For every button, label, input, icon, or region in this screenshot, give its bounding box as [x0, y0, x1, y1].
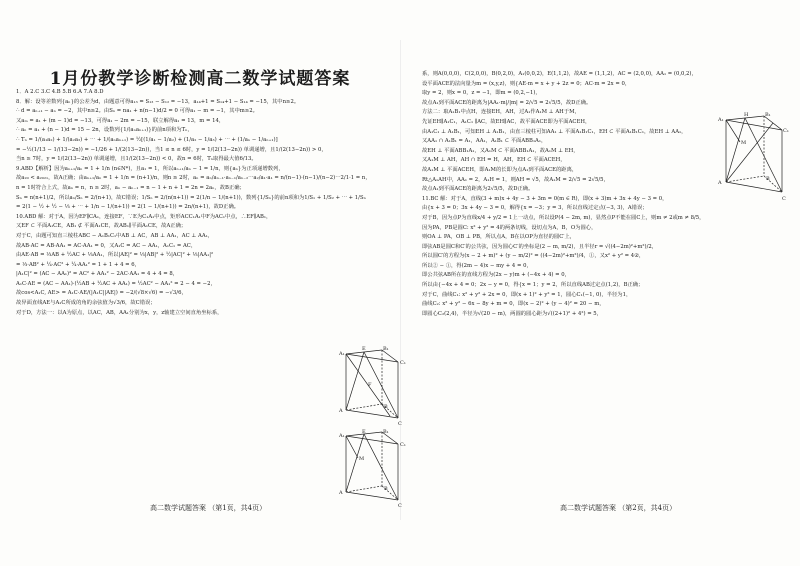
left-text-line: = ⅓·AB² + ¼·AC² + ¼·AA₁² = 1 + 1 + 4 = 6， — [16, 261, 140, 268]
right-text-line: 11.BC 解：对于A，直线(3 + m)x + 4y − 3 + 3m = 0(m ∈ R)，即(x + 3)m + 3x + 4y − 3 = 0， — [422, 195, 668, 202]
left-text-line: = −½(1/13 − 1/(13−2n)) = −1/26 + 1/(2(13−2n))，当1 ≤ n ≤ 6时，y = 1/(2(13−2n)) 单调递增，且1/(2(13−2n)) > 0， — [16, 146, 327, 153]
right-text-line: 则OA ⊥ PA，OB ⊥ PB，所以点A，B在以OP为直径的圆C′上， — [422, 234, 576, 241]
right-text-line: 因为PA，PB是圆C: x² + y² = 4的两条切线，设切点为A，B，O为圆心， — [422, 224, 597, 231]
left-text-line: 由AE·AB = ⅓AB + ½AC + ⅓AA₁，所以|AE|² = ⅓|AB|² + ½|AC|² + ⅓|AA₁|² — [16, 252, 214, 259]
svg-text:B: B — [766, 176, 770, 182]
svg-text:B: B — [384, 486, 388, 492]
left-text-line: 8．解：设等差数列{aₙ}的公差为d，由题意可得a₁₃ = S₁₃ − S₁₂ = −13，a₁₄+1 = S₁₄+1 − S₁₄ = −15，其中n≥2。 — [16, 98, 300, 105]
right-text-line: 即弦AB是圆C和C′的公共弦，因为圆心C′的坐标是(2 − m, m/2)，且半径r = √((4−2m)²+m²)/2， — [422, 243, 658, 250]
svg-text:A: A — [339, 408, 343, 414]
svg-text:A₁: A₁ — [339, 433, 345, 439]
left-text-line: 1．A 2.C 3.C 4.B 5.B 6.A 7.A 8.D — [16, 89, 104, 95]
prism-figure-1 — [338, 346, 410, 428]
left-text-line: n = 1时符合上式，故aₙ = n，n ≥ 2时，aₙ − aₙ₋₁ = n − 1 + n + 1 = 2n = 2aₙ，故B正确； — [16, 184, 245, 191]
left-text-line: 对于D，方法一：以A为原点，以AC，AB，AA₁分别为x，y，z轴建立空间直角坐标系， — [16, 309, 223, 316]
svg-text:H: H — [744, 112, 749, 118]
left-text-line: = 2(1 − ½ + ½ − ⅓ + ⋯ + 1/n − 1/(n+1)) = 2(1 − 1/(n+1)) = 2n/(n+1)，故D正确。 — [16, 204, 240, 211]
svg-text:F: F — [368, 382, 372, 388]
right-text-line: 先证EH∥A₁C₁，A₁C₁ ∥AC，故EH∥AC，故平面ACE即为平面ACEH， — [422, 118, 591, 125]
left-text-line: ∴ d = aₙ₊₁ − aₙ = −2，其中n≥2。由Sₙ = na₁ + n(n−1)d/2 = 0 可得a₁ − m = −1，其中m≥2。 — [16, 108, 258, 115]
left-page-body — [16, 88, 386, 318]
fig1-label: A₁ — [339, 351, 345, 357]
svg-text:B₁: B₁ — [765, 112, 771, 118]
right-text-line: 又A₁M ⊥ AH，AH ∩ EH = H，AH，EH ⊂ 平面ACEH， — [422, 157, 566, 164]
svg-text:C₁: C₁ — [400, 442, 406, 448]
svg-text:B₁: B₁ — [383, 429, 389, 435]
right-text-line: 系，则A(0,0,0)，C(2,0,0)，B(0,2,0)，A₁(0,0,2)，E(1,1,2)，故AE = (1,1,2)，AC = (2,0,0)，AA₁ = (0,0,2)， — [422, 71, 697, 77]
right-text-line: 由A₁C₁ ⊥ A₁B₁，可知EH ⊥ A₁B₁，由直三棱柱可知AA₁ ⊥ 平面A₁B₁C₁，EH ⊂ 平面A₁B₁C₁，故EH ⊥ AA₁， — [422, 128, 687, 135]
right-text-line: 所以圆C′的方程为(x − 2 + m)² + (y − m/2)² = ((4−2m)²+m²)/4，①，又x² + y² = 4②， — [422, 253, 645, 260]
page-title: 1月份教学诊断检测高二数学试题答案 — [49, 69, 351, 89]
right-text-line: Rt△A₁AH中，AA₁ = 2，A₁H = 1，则AH = √5，故A₁M = 2/√5 = 2√5/5， — [422, 176, 609, 183]
right-text-line: 故点A₁到平面ACE的距离为|AA₁·m|/|m| = 2/√5 = 2√5/5，故D正确。 — [422, 99, 592, 106]
left-text-line: 9.ABD【解析】因为aₙ₊₁/aₙ = 1 + 1/n (n∈N*)，且a₁ = 1，所以aₙ₊₁/aₙ − 1 = 1/n，则{aₙ}为正项递增数列， — [16, 165, 284, 172]
prism-figure-3 — [716, 112, 792, 204]
svg-text:M: M — [359, 456, 365, 462]
left-text-line: 故异面直线AE与A₁C所成的角的余弦值为√3/6，故C错误； — [16, 300, 156, 307]
right-text-line: 故点A₁到平面ACE的距离为2√5/5，故D正确。 — [422, 186, 534, 193]
right-text-line: 又AA₁ ∩ A₁B₁ = A₁，AA₁，A₁B₁ ⊂ 平面ABB₁A₁， — [422, 138, 547, 145]
right-text-line: 方法二：取A₁B₁中点H，连接EH，AH，过A₁作A₁M ⊥ AH于M， — [422, 109, 580, 116]
svg-text:E: E — [362, 346, 366, 352]
right-text-line: 取y = 2，则x = 0，z = −1，即m = (0,2,−1)， — [422, 90, 541, 97]
svg-text:C: C — [398, 421, 402, 427]
left-text-line: 故a₂₀ < a₂₀₂₁，故A正确；由aₙ₊₁/aₙ = 1 + 1/n = (n+1)/n，则n ≥ 2时，aₙ = aₙ/aₙ₋₁·aₙ₋₁/aₙ₋₂⋯a₂/a₁·a₁ = n/(n−1)·(n−1)/(n−2)⋯2/1·1 = n， — [16, 175, 371, 182]
right-text-line: 设平面ACE的法向量为m = (x,y,z)，则{AE·m = x + y + 2z = 0；AC·m = 2x = 0， — [422, 80, 631, 87]
svg-text:C: C — [398, 503, 402, 509]
right-text-line: 即公共弦AB所在的直线方程为(2x − y)m + (−4x + 4) = 0， — [422, 272, 570, 279]
left-text-line: 故cos<A₁C, AE> = A₁C·AE/(|A₁C||AE|) = −2/(√8×√6) = −√3/6， — [16, 290, 187, 297]
left-text-line: ∴ Tₙ = 1/(a₁a₂) + 1/(a₂a₃) + ⋯ + 1/(aₙaₙ₊₁) = ½[(1/a₁ − 1/a₂) + (1/a₂ − 1/a₃) + ⋯ + (1/aₙ − 1/aₙ₊₁)] — [16, 136, 278, 143]
left-text-line: ∴ aₙ = a₁ + (n − 1)d = 15 − 2n，设数列{1/(aₙaₙ₊₁)}的前n项和为Tₙ， — [16, 127, 193, 134]
right-page-footer: 高二数学试题答案 （第2页，共4页） — [560, 504, 677, 512]
left-text-line: A₁C·AE = (AC − AA₁)·(½AB + ½AC + AA₁) = ½AC² − AA₁² = 2 − 4 = −2， — [16, 280, 216, 287]
prism-figure-2 — [338, 430, 410, 510]
svg-text:C: C — [782, 196, 786, 202]
right-text-line: 故EH ⊥ 平面ABB₁A₁，又A₁M ⊂ 平面ABB₁A₁，故A₁M ⊥ EH， — [422, 147, 579, 154]
left-text-line: 当n ≥ 7时，y = 1/(2(13−2n)) 单调递增，且1/(2(13−2n)) < 0，故n = 6时，Tₙ取得最大值6/13。 — [16, 156, 257, 163]
right-text-line: 即圆心C₂(2,4)，半径为√(20 − m)，两圆的圆心距为√((2+1)² + 4²) = 5， — [422, 310, 602, 317]
left-text-line: 又aₘ = a₁ + (m − 1)d = −13，可得a₁ − 2m = −15，联立解得a₁ = 13，m = 14， — [16, 117, 225, 124]
right-text-line: 所以② − ①，得(2m − 4)x − my + 4 = 0， — [422, 262, 532, 269]
svg-text:A: A — [339, 490, 343, 496]
svg-text:B₁: B₁ — [383, 346, 389, 352]
left-text-line: 对于C，由题可知直三棱柱ABC − A₁B₁C₁中AB ⊥ AC，AB ⊥ AA₁，AC ⊥ AA₁， — [16, 232, 214, 239]
right-text-line: 对于B，因为点P为直线x/4 + y/2 = 1上一动点，所以设P(4 − 2m, m)，显然点P不能在圆C上，则m ≠ 2或m ≠ 8/5， — [422, 214, 705, 221]
right-text-line: 对于C，曲线C₁: x² + y² + 2x = 0，即(x + 1)² + y² = 1，圆心C₁(−1, 0)，半径为1， — [422, 291, 632, 298]
right-text-line: 曲线C₂: x² + y² − 6x − 8y + m = 0，即(x − 2)² + (y − 4)² = 20 − m， — [422, 301, 605, 308]
left-text-line: |A₁C|² = (AC − AA₁)² = AC² + AA₁² − 2AC·AA₁ = 4 + 4 = 8， — [16, 271, 179, 278]
left-page-footer: 高二数学试题答案 （第1页，共4页） — [150, 504, 267, 512]
left-text-line: 故AB·AC = AB·AA₁ = AC·AA₁ = 0，又A₁C = AC − AA₁，A₁C₁ = AC， — [16, 242, 197, 249]
right-text-line: 故A₁M ⊥ 平面ACEH，即A₁M的长即为点A₁到平面ACE的距离， — [422, 166, 578, 173]
svg-text:E: E — [362, 429, 366, 435]
svg-text:C₁: C₁ — [783, 128, 789, 134]
right-text-line: 由{x + 3 = 0；3x + 4y − 3 = 0，解得{x = −3；y = 3，所以直线过定点(−3, 3)，A错误； — [422, 205, 648, 212]
svg-text:A: A — [718, 180, 722, 186]
right-text-line: 所以由{−4x + 4 = 0；2x − y = 0，得{x = 1；y = 2，所以直线AB过定点(1,2)，B正确； — [422, 282, 644, 289]
svg-text:B: B — [384, 404, 388, 410]
svg-text:A₁: A₁ — [718, 117, 724, 123]
svg-text:M: M — [741, 140, 747, 146]
left-text-line: 10.ABD 解：对于A，因为EF∥CA₁，连接EF，∵E为C₁A₁中点，矩形ACC₁A₁中F为AC₁中点，∴EF∥AB₁， — [16, 213, 272, 220]
svg-text:C₁: C₁ — [400, 360, 406, 366]
left-text-line: 又EF ⊂ 平面A₁CE，AB₁ ⊄ 平面A₁CE，故AB₁∥平面A₁CE，故A正确； — [16, 223, 187, 230]
left-text-line: Sₙ = n(n+1)/2，所以aₙ/Sₙ = 2/(n+1)，故C错误；1/Sₙ = 2/(n(n+1)) = 2(1/n − 1/(n+1))，数列{1/Sₙ}的前n项和为1/S₁ + 1/S₂ + ⋯ + 1/Sₙ — [16, 194, 366, 201]
